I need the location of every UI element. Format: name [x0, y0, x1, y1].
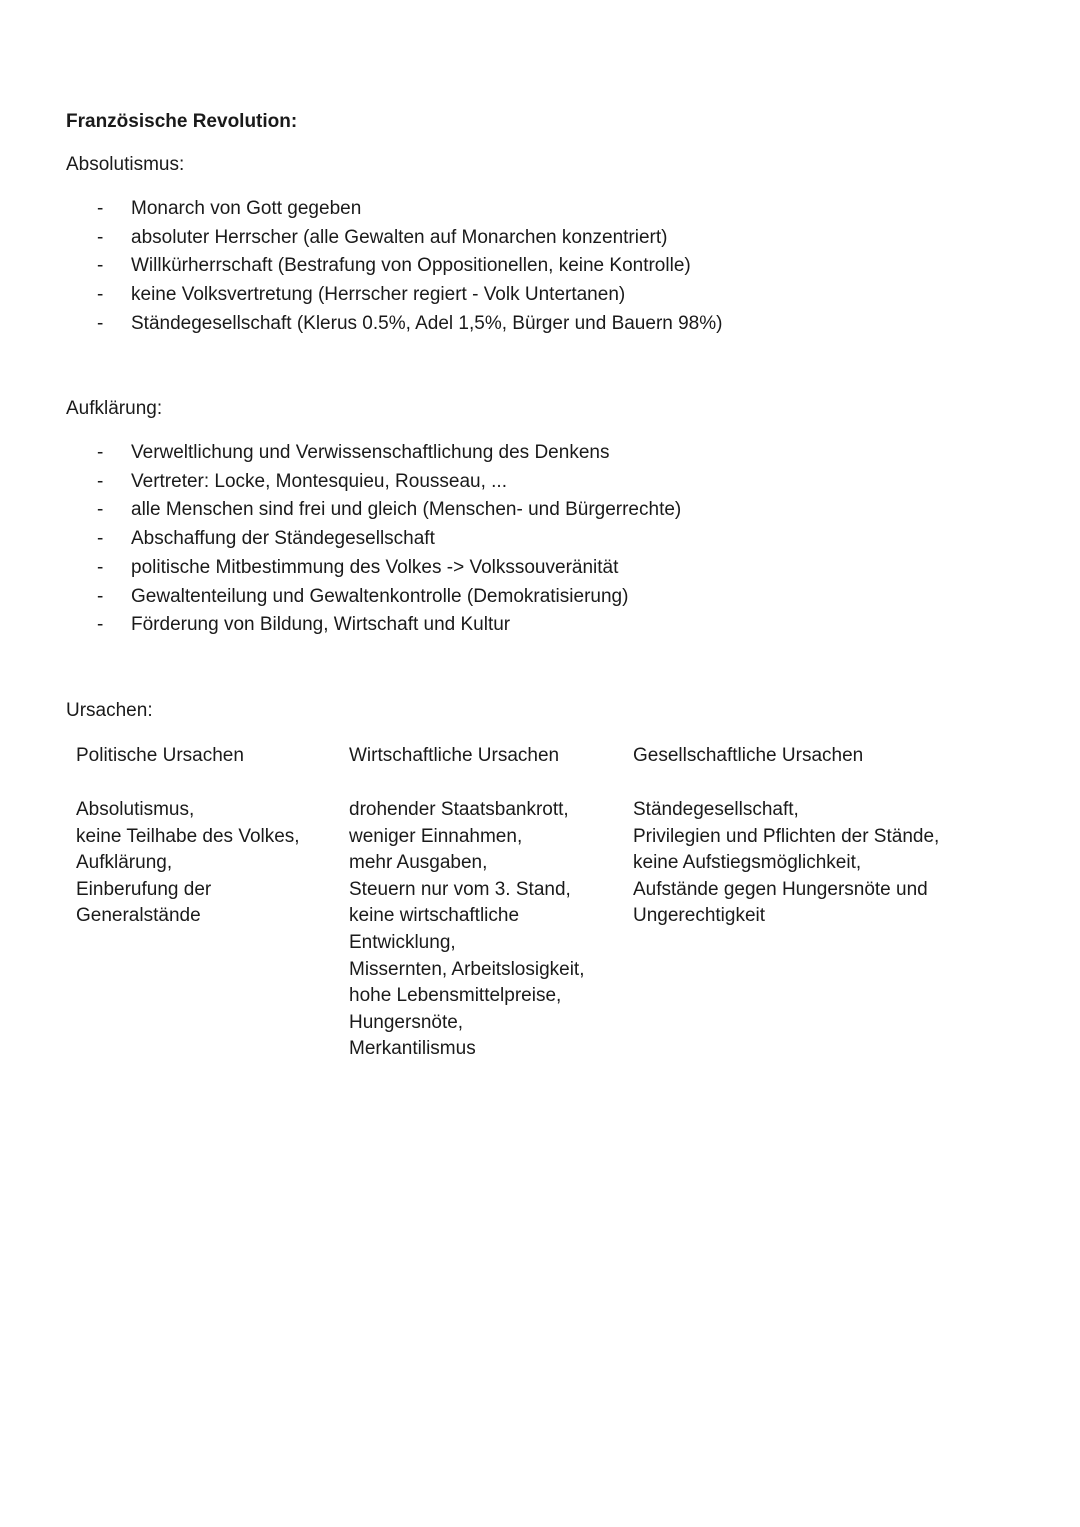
column-line: hohe Lebensmittelpreise, — [349, 985, 562, 1007]
absolutismus-list — [0, 195, 722, 339]
column-line: Steuern nur vom 3. Stand, — [349, 878, 571, 900]
column-line: Ständegesellschaft, — [633, 799, 799, 820]
column-wirtschaftliche-ursachen — [349, 743, 629, 1063]
list-item: - Förderung von Bildung, Wirtschaft und Kultur — [0, 611, 681, 640]
column-line: Absolutismus, — [76, 799, 195, 820]
document-title: Französische Revolution: — [66, 111, 298, 132]
column-line: drohender Staatsbankrott, — [349, 799, 569, 820]
column-line: Ungerechtigkeit — [633, 905, 766, 927]
list-item: - Verweltlichung und Verwissenschaftlichung des Denkens — [0, 439, 681, 468]
section-heading-aufklaerung: Aufklärung: — [66, 398, 163, 419]
column-line: weniger Einnahmen, — [349, 825, 523, 847]
list-item: - keine Volksvertretung (Herrscher regiert - Volk Untertanen) — [0, 281, 722, 310]
list-item: - Abschaffung der Ständegesellschaft — [0, 525, 681, 554]
aufklaerung-list — [0, 439, 681, 640]
column-line: keine Aufstiegsmöglichkeit, — [633, 852, 862, 874]
column-title: Gesellschaftliche Ursachen — [633, 745, 864, 766]
list-item: - politische Mitbestimmung des Volkes -> Volkssouveränität — [0, 554, 681, 583]
column-lines — [633, 797, 1013, 930]
list-item: - Gewaltenteilung und Gewaltenkontrolle (Demokratisierung) — [0, 583, 681, 612]
column-line: Hungersnöte, — [349, 1011, 464, 1033]
column-line: keine wirtschaftliche — [349, 905, 520, 927]
list-item: - Willkürherrschaft (Bestrafung von Oppositionellen, keine Kontrolle) — [0, 252, 722, 281]
list-item: - Vertreter: Locke, Montesquieu, Rousseau, ... — [0, 468, 681, 497]
column-line: Einberufung der — [76, 878, 212, 900]
section-heading-ursachen: Ursachen: — [66, 700, 153, 721]
column-gesellschaftliche-ursachen — [633, 743, 1013, 930]
column-line: Entwicklung, — [349, 931, 456, 953]
list-item: - Ständegesellschaft (Klerus 0.5%, Adel 1,5%, Bürger und Bauern 98%) — [0, 310, 722, 339]
column-politische-ursachen — [76, 743, 356, 930]
column-line: Generalstände — [76, 905, 201, 927]
list-item: - Monarch von Gott gegeben — [0, 195, 722, 224]
list-item: - absoluter Herrscher (alle Gewalten auf Monarchen konzentriert) — [0, 224, 722, 253]
column-lines — [349, 797, 629, 1063]
column-line: Missernten, Arbeitslosigkeit, — [349, 958, 585, 980]
column-line: keine Teilhabe des Volkes, — [76, 825, 300, 847]
column-lines — [76, 797, 356, 930]
column-line: mehr Ausgaben, — [349, 852, 488, 874]
list-item: - alle Menschen sind frei und gleich (Menschen- und Bürgerrechte) — [0, 496, 681, 525]
section-heading-absolutismus: Absolutismus: — [66, 154, 185, 175]
column-line: Privilegien und Pflichten der Stände, — [633, 825, 940, 847]
column-line: Aufklärung, — [76, 852, 173, 874]
column-title: Politische Ursachen — [76, 745, 244, 766]
column-line: Merkantilismus — [349, 1038, 476, 1060]
column-title: Wirtschaftliche Ursachen — [349, 745, 560, 766]
column-line: Aufstände gegen Hungersnöte und — [633, 878, 928, 900]
